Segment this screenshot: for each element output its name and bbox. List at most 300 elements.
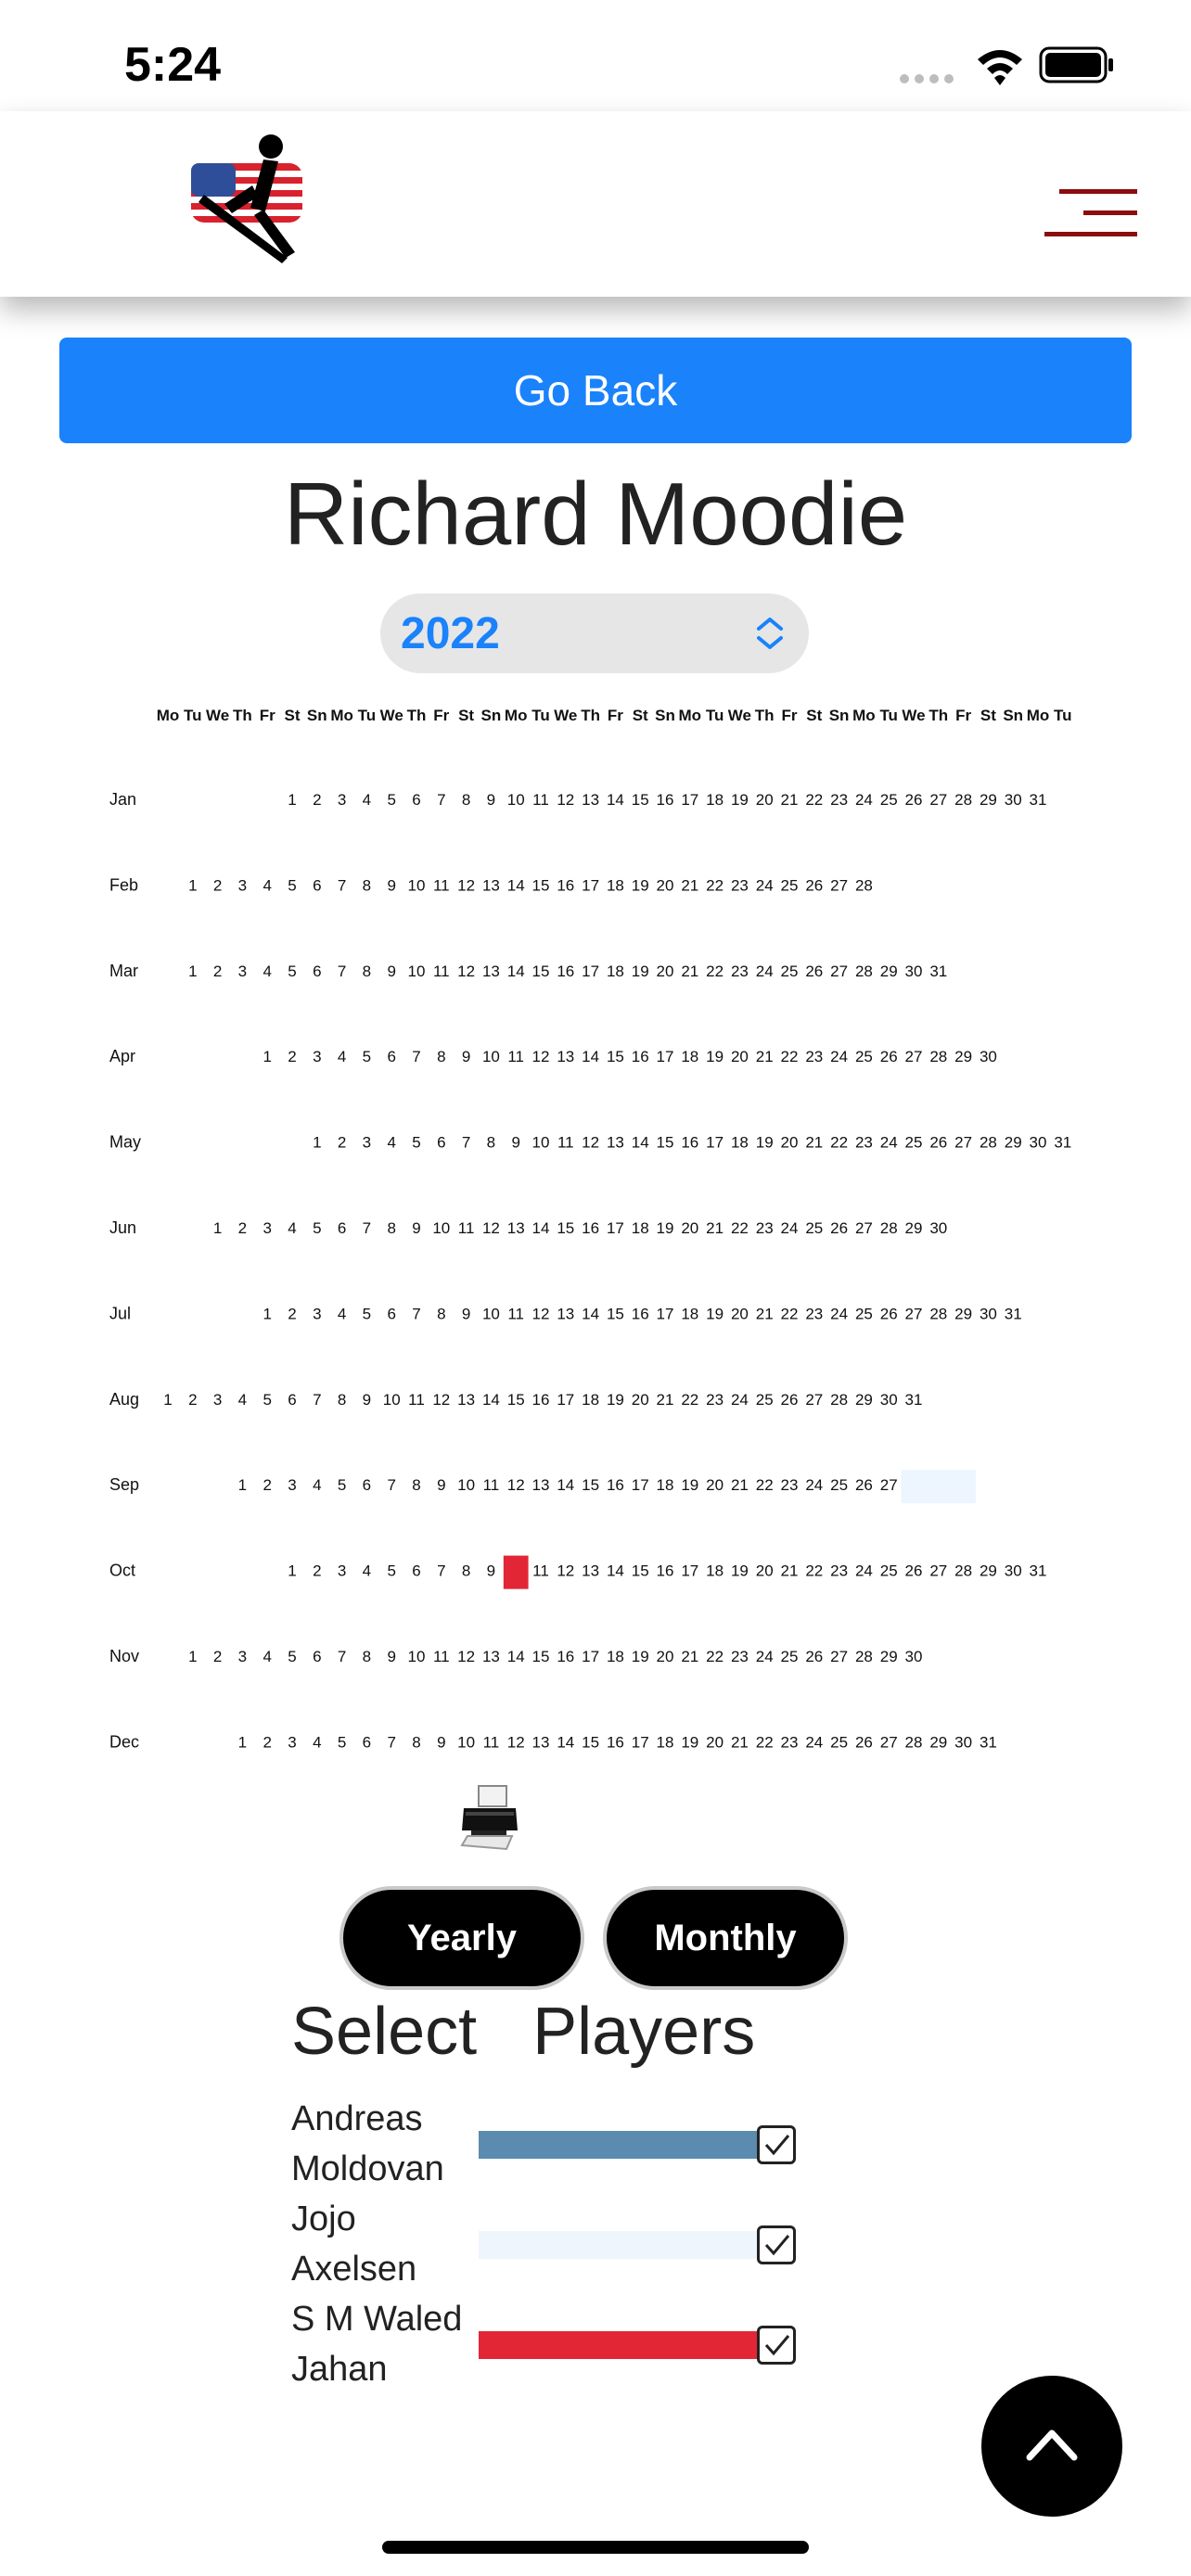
- calendar-day[interactable]: 20: [780, 1133, 799, 1152]
- calendar-day[interactable]: 28: [879, 1219, 898, 1237]
- calendar-day[interactable]: 17: [582, 876, 600, 895]
- calendar-day[interactable]: 1: [288, 791, 297, 809]
- calendar-day[interactable]: 29: [879, 962, 898, 980]
- calendar-day[interactable]: 15: [506, 1390, 525, 1409]
- calendar-day[interactable]: 13: [481, 962, 500, 980]
- calendar-day[interactable]: 11: [432, 1648, 450, 1665]
- calendar-day[interactable]: 12: [457, 1648, 476, 1665]
- calendar-day[interactable]: 9: [437, 1476, 446, 1495]
- calendar-day[interactable]: 15: [531, 876, 550, 895]
- calendar-day[interactable]: 12: [432, 1390, 451, 1409]
- calendar-day[interactable]: 25: [854, 1048, 873, 1066]
- calendar-day[interactable]: 26: [830, 1219, 849, 1237]
- calendar-day[interactable]: 31: [1004, 1305, 1022, 1323]
- calendar-day[interactable]: 22: [730, 1219, 749, 1237]
- calendar-day[interactable]: 28: [854, 1648, 873, 1665]
- calendar-day[interactable]: 1: [288, 1562, 297, 1580]
- calendar-day[interactable]: 25: [854, 1305, 873, 1323]
- calendar-day[interactable]: 7: [362, 1219, 372, 1237]
- calendar-day[interactable]: 7: [412, 1305, 421, 1323]
- calendar-day[interactable]: 4: [337, 1305, 347, 1323]
- calendar-day[interactable]: 18: [631, 1219, 649, 1237]
- calendar-day[interactable]: 22: [805, 1562, 824, 1580]
- rower-usa-flag-logo[interactable]: [186, 130, 315, 269]
- calendar-day[interactable]: 6: [362, 1733, 372, 1752]
- calendar-day[interactable]: 27: [854, 1219, 873, 1237]
- calendar-day[interactable]: 20: [755, 1562, 774, 1580]
- calendar-day[interactable]: 1: [188, 1648, 198, 1665]
- calendar-day[interactable]: 3: [362, 1133, 372, 1152]
- calendar-day[interactable]: 5: [387, 791, 396, 809]
- calendar-day[interactable]: 4: [313, 1733, 322, 1752]
- calendar-day[interactable]: 18: [706, 1562, 724, 1580]
- calendar-day[interactable]: 29: [929, 1733, 948, 1752]
- calendar-day[interactable]: 5: [288, 1648, 297, 1665]
- calendar-day[interactable]: 28: [929, 1305, 948, 1323]
- calendar-day[interactable]: 31: [904, 1390, 923, 1409]
- calendar-day[interactable]: 26: [805, 876, 824, 895]
- calendar-day[interactable]: 1: [263, 1048, 272, 1066]
- calendar-day[interactable]: 3: [288, 1476, 297, 1495]
- calendar-day[interactable]: 28: [954, 791, 973, 809]
- calendar-day[interactable]: 18: [606, 876, 624, 895]
- calendar-day[interactable]: 16: [606, 1733, 624, 1752]
- calendar-day[interactable]: 4: [387, 1133, 396, 1152]
- calendar-day[interactable]: 21: [805, 1133, 824, 1152]
- calendar-day[interactable]: 13: [582, 1562, 600, 1580]
- calendar-day[interactable]: 25: [805, 1219, 824, 1237]
- calendar-day[interactable]: 2: [263, 1476, 272, 1495]
- calendar-day[interactable]: 5: [362, 1048, 372, 1066]
- calendar-day[interactable]: 11: [507, 1305, 525, 1323]
- calendar-day[interactable]: 23: [780, 1733, 799, 1752]
- calendar-day[interactable]: 23: [730, 876, 749, 895]
- calendar-day[interactable]: 4: [362, 791, 372, 809]
- calendar-day[interactable]: 16: [656, 791, 674, 809]
- calendar-day[interactable]: 18: [606, 962, 624, 980]
- calendar-day[interactable]: 23: [706, 1390, 724, 1409]
- calendar-day[interactable]: 4: [263, 962, 272, 980]
- calendar-day[interactable]: 10: [432, 1219, 451, 1237]
- calendar-day[interactable]: 5: [362, 1305, 372, 1323]
- calendar-day[interactable]: 6: [412, 791, 421, 809]
- calendar-day[interactable]: 4: [237, 1390, 248, 1409]
- calendar-day[interactable]: 4: [288, 1219, 297, 1237]
- calendar-day[interactable]: 6: [387, 1305, 396, 1323]
- calendar-day[interactable]: 23: [854, 1133, 873, 1152]
- calendar-day[interactable]: 29: [979, 1562, 997, 1580]
- calendar-day[interactable]: 22: [706, 962, 724, 980]
- calendar-day[interactable]: 7: [437, 791, 446, 809]
- calendar-day[interactable]: 18: [656, 1733, 674, 1752]
- calendar-day[interactable]: 26: [904, 1562, 923, 1580]
- calendar-day[interactable]: 2: [188, 1390, 198, 1409]
- calendar-day[interactable]: 20: [706, 1733, 724, 1752]
- calendar-day[interactable]: 27: [830, 962, 849, 980]
- calendar-day[interactable]: 30: [1004, 1562, 1022, 1580]
- calendar-day[interactable]: 12: [481, 1219, 500, 1237]
- calendar-day[interactable]: 14: [606, 1562, 624, 1580]
- calendar-day[interactable]: 15: [631, 1562, 649, 1580]
- calendar-day[interactable]: 21: [656, 1390, 674, 1409]
- calendar-day[interactable]: 9: [511, 1133, 520, 1152]
- calendar-day[interactable]: 12: [506, 1733, 525, 1752]
- calendar-day[interactable]: 25: [879, 1562, 898, 1580]
- calendar-day[interactable]: 17: [656, 1305, 674, 1323]
- calendar-day[interactable]: 27: [954, 1133, 973, 1152]
- calendar-day[interactable]: 15: [582, 1476, 600, 1495]
- calendar-day[interactable]: 9: [387, 962, 396, 980]
- calendar-day[interactable]: 10: [407, 876, 426, 895]
- calendar-day[interactable]: 11: [482, 1733, 500, 1752]
- calendar-day[interactable]: 8: [412, 1476, 421, 1495]
- calendar-day[interactable]: 2: [237, 1219, 248, 1237]
- calendar-day[interactable]: 24: [755, 876, 774, 895]
- calendar-day[interactable]: 26: [805, 962, 824, 980]
- calendar-day[interactable]: 31: [979, 1733, 997, 1752]
- calendar-day[interactable]: 30: [979, 1305, 997, 1323]
- calendar-day[interactable]: 15: [631, 791, 649, 809]
- calendar-day[interactable]: 28: [904, 1733, 923, 1752]
- calendar-day[interactable]: 13: [457, 1390, 476, 1409]
- calendar-day[interactable]: 4: [263, 1648, 272, 1665]
- calendar-day[interactable]: 24: [854, 791, 873, 809]
- calendar-day[interactable]: 3: [313, 1305, 322, 1323]
- calendar-day[interactable]: 11: [532, 1562, 549, 1580]
- calendar-day[interactable]: 7: [337, 1648, 347, 1665]
- calendar-day[interactable]: 15: [531, 1648, 550, 1665]
- calendar-day[interactable]: 5: [412, 1133, 421, 1152]
- calendar-day[interactable]: 17: [656, 1048, 674, 1066]
- calendar-day[interactable]: 21: [755, 1305, 774, 1323]
- calendar-day[interactable]: 2: [288, 1305, 297, 1323]
- calendar-day[interactable]: 13: [481, 876, 500, 895]
- calendar-day[interactable]: 25: [780, 962, 799, 980]
- calendar-day[interactable]: 17: [582, 962, 600, 980]
- calendar-day[interactable]: 6: [313, 1648, 322, 1665]
- calendar-day[interactable]: 20: [755, 791, 774, 809]
- calendar-day[interactable]: 1: [313, 1133, 322, 1152]
- calendar-day[interactable]: 9: [387, 1648, 396, 1665]
- calendar-day[interactable]: 26: [854, 1733, 873, 1752]
- calendar-day[interactable]: 28: [979, 1133, 997, 1152]
- calendar-day[interactable]: 10: [457, 1733, 476, 1752]
- calendar-day[interactable]: 3: [263, 1219, 272, 1237]
- calendar-day[interactable]: 12: [582, 1133, 600, 1152]
- calendar-day[interactable]: 8: [362, 962, 372, 980]
- calendar-day[interactable]: 22: [780, 1305, 799, 1323]
- calendar-day[interactable]: 15: [531, 962, 550, 980]
- calendar-day[interactable]: 6: [337, 1219, 347, 1237]
- calendar-day[interactable]: 8: [412, 1733, 421, 1752]
- calendar-day[interactable]: 14: [582, 1048, 600, 1066]
- calendar-day[interactable]: 1: [212, 1219, 223, 1237]
- printer-icon[interactable]: [458, 1784, 521, 1851]
- calendar-day[interactable]: 29: [954, 1305, 973, 1323]
- calendar-day[interactable]: 13: [481, 1648, 500, 1665]
- calendar-day[interactable]: 16: [631, 1305, 649, 1323]
- calendar-day[interactable]: 17: [681, 791, 699, 809]
- calendar-day[interactable]: 31: [1029, 791, 1047, 809]
- calendar-day[interactable]: 23: [730, 962, 749, 980]
- calendar-day[interactable]: 24: [780, 1219, 799, 1237]
- calendar-day[interactable]: 11: [457, 1219, 475, 1237]
- calendar-day[interactable]: 5: [313, 1219, 322, 1237]
- calendar-day[interactable]: 20: [656, 962, 674, 980]
- calendar-day[interactable]: 26: [780, 1390, 799, 1409]
- hamburger-menu-icon[interactable]: [1041, 185, 1137, 241]
- calendar-day[interactable]: 31: [1054, 1133, 1072, 1152]
- calendar-day[interactable]: 12: [457, 876, 476, 895]
- calendar-day[interactable]: 20: [730, 1305, 749, 1323]
- calendar-day[interactable]: 5: [337, 1733, 347, 1752]
- calendar-day[interactable]: 10: [481, 1048, 500, 1066]
- calendar-day[interactable]: 21: [780, 1562, 799, 1580]
- calendar-day[interactable]: 22: [706, 1648, 724, 1665]
- calendar-day[interactable]: 29: [1004, 1133, 1022, 1152]
- calendar-day[interactable]: 27: [830, 1648, 849, 1665]
- calendar-day[interactable]: 26: [879, 1048, 898, 1066]
- calendar-day[interactable]: 14: [631, 1133, 649, 1152]
- calendar-day[interactable]: 25: [830, 1476, 849, 1495]
- calendar-day[interactable]: 13: [531, 1476, 550, 1495]
- calendar-day[interactable]: 5: [288, 962, 297, 980]
- calendar-day[interactable]: 8: [486, 1133, 496, 1152]
- calendar-day[interactable]: 8: [437, 1048, 446, 1066]
- calendar-day[interactable]: 14: [531, 1219, 550, 1237]
- calendar-day[interactable]: 19: [730, 1562, 749, 1580]
- calendar-day[interactable]: 2: [337, 1133, 347, 1152]
- calendar-day[interactable]: 9: [461, 1048, 471, 1066]
- calendar-day[interactable]: 24: [830, 1305, 849, 1323]
- calendar-day[interactable]: 1: [263, 1305, 272, 1323]
- calendar-day[interactable]: 6: [387, 1048, 396, 1066]
- calendar-day[interactable]: 15: [656, 1133, 674, 1152]
- calendar-day[interactable]: 24: [805, 1733, 824, 1752]
- calendar-day[interactable]: 22: [780, 1048, 799, 1066]
- calendar-day[interactable]: 9: [486, 791, 496, 809]
- calendar-day[interactable]: 17: [706, 1133, 724, 1152]
- calendar-day[interactable]: 22: [755, 1733, 774, 1752]
- calendar-day[interactable]: 2: [212, 876, 223, 895]
- calendar-day[interactable]: 13: [557, 1305, 575, 1323]
- calendar-day[interactable]: 22: [755, 1476, 774, 1495]
- player-checkbox[interactable]: [757, 2125, 796, 2164]
- calendar-day[interactable]: 8: [461, 1562, 471, 1580]
- calendar-day[interactable]: 27: [929, 1562, 948, 1580]
- yearly-view-button[interactable]: Yearly: [339, 1886, 584, 1990]
- calendar-day[interactable]: 14: [481, 1390, 500, 1409]
- calendar-day[interactable]: 22: [706, 876, 724, 895]
- calendar-day[interactable]: 21: [730, 1733, 749, 1752]
- calendar-day[interactable]: 7: [387, 1733, 396, 1752]
- calendar-day[interactable]: 21: [706, 1219, 724, 1237]
- calendar-day[interactable]: 7: [337, 876, 347, 895]
- calendar-day[interactable]: 7: [437, 1562, 446, 1580]
- calendar-day[interactable]: 18: [582, 1390, 600, 1409]
- calendar-day[interactable]: 11: [482, 1476, 500, 1495]
- calendar-day[interactable]: 9: [362, 1390, 372, 1409]
- calendar-day[interactable]: 13: [506, 1219, 525, 1237]
- calendar-day[interactable]: 14: [557, 1476, 575, 1495]
- calendar-day[interactable]: 3: [237, 1648, 248, 1665]
- calendar-day[interactable]: 27: [929, 791, 948, 809]
- calendar-day[interactable]: 30: [904, 962, 923, 980]
- calendar-day[interactable]: 26: [854, 1476, 873, 1495]
- calendar-day[interactable]: 19: [606, 1390, 624, 1409]
- calendar-day[interactable]: 14: [557, 1733, 575, 1752]
- calendar-day[interactable]: 24: [755, 1648, 774, 1665]
- calendar-day[interactable]: 21: [681, 962, 699, 980]
- calendar-day[interactable]: 24: [830, 1048, 849, 1066]
- calendar-day[interactable]: 20: [730, 1048, 749, 1066]
- calendar-day[interactable]: 10: [407, 1648, 426, 1665]
- calendar-day[interactable]: 13: [557, 1048, 575, 1066]
- calendar-day[interactable]: 30: [904, 1648, 923, 1665]
- calendar-day[interactable]: 12: [457, 962, 476, 980]
- calendar-day[interactable]: 3: [237, 876, 248, 895]
- calendar-day[interactable]: 15: [557, 1219, 575, 1237]
- calendar-day[interactable]: 6: [362, 1476, 372, 1495]
- calendar-day[interactable]: 9: [437, 1733, 446, 1752]
- calendar-day[interactable]: 11: [532, 791, 549, 809]
- calendar-day[interactable]: 10: [382, 1390, 401, 1409]
- calendar-day[interactable]: 3: [313, 1048, 322, 1066]
- calendar-day[interactable]: 1: [163, 1390, 173, 1409]
- calendar-day[interactable]: 15: [606, 1048, 624, 1066]
- calendar-day[interactable]: 26: [929, 1133, 948, 1152]
- calendar-day[interactable]: 7: [461, 1133, 471, 1152]
- calendar-day[interactable]: 26: [805, 1648, 824, 1665]
- calendar-day[interactable]: 18: [606, 1648, 624, 1665]
- calendar-day[interactable]: 16: [557, 962, 575, 980]
- calendar-day[interactable]: 8: [387, 1219, 396, 1237]
- calendar-day[interactable]: 27: [879, 1476, 898, 1495]
- player-checkbox[interactable]: [757, 2326, 796, 2365]
- calendar-day[interactable]: 8: [461, 791, 471, 809]
- calendar-day[interactable]: 25: [830, 1733, 849, 1752]
- calendar-day[interactable]: 1: [188, 876, 198, 895]
- monthly-view-button[interactable]: Monthly: [603, 1886, 848, 1990]
- calendar-day[interactable]: 17: [631, 1476, 649, 1495]
- calendar-day[interactable]: 2: [313, 1562, 322, 1580]
- calendar-day[interactable]: 7: [387, 1476, 396, 1495]
- calendar-day[interactable]: 10: [506, 791, 525, 809]
- calendar-day[interactable]: 6: [313, 876, 322, 895]
- calendar-day[interactable]: 1: [237, 1476, 248, 1495]
- year-select[interactable]: [380, 593, 809, 673]
- calendar-day[interactable]: 11: [432, 962, 450, 980]
- calendar-day[interactable]: 11: [557, 1133, 574, 1152]
- calendar-day[interactable]: 2: [313, 791, 322, 809]
- calendar-day[interactable]: 20: [681, 1219, 699, 1237]
- calendar-day[interactable]: 31: [1029, 1562, 1047, 1580]
- calendar-day[interactable]: 12: [531, 1305, 550, 1323]
- calendar-day[interactable]: 24: [730, 1390, 749, 1409]
- calendar-day[interactable]: 10: [457, 1476, 476, 1495]
- calendar-day[interactable]: 25: [780, 1648, 799, 1665]
- calendar-day[interactable]: 27: [904, 1048, 923, 1066]
- calendar-day[interactable]: 29: [904, 1219, 923, 1237]
- calendar-day[interactable]: 6: [288, 1390, 297, 1409]
- calendar-day[interactable]: 19: [755, 1133, 774, 1152]
- calendar-day[interactable]: 11: [408, 1390, 425, 1409]
- calendar-day[interactable]: 28: [954, 1562, 973, 1580]
- calendar-day[interactable]: 4: [263, 876, 272, 895]
- calendar-day[interactable]: 31: [929, 962, 948, 980]
- calendar-day[interactable]: 6: [412, 1562, 421, 1580]
- calendar-day[interactable]: 4: [313, 1476, 322, 1495]
- calendar-day[interactable]: 10: [407, 962, 426, 980]
- calendar-day[interactable]: 14: [506, 962, 525, 980]
- calendar-day[interactable]: 28: [854, 962, 873, 980]
- calendar-day[interactable]: 23: [830, 1562, 849, 1580]
- calendar-day[interactable]: 17: [557, 1390, 575, 1409]
- calendar-day[interactable]: 24: [879, 1133, 898, 1152]
- calendar-day[interactable]: 23: [755, 1219, 774, 1237]
- calendar-day[interactable]: 14: [506, 876, 525, 895]
- calendar-day[interactable]: 12: [506, 1476, 525, 1495]
- calendar-day[interactable]: 17: [681, 1562, 699, 1580]
- calendar-day[interactable]: 16: [582, 1219, 600, 1237]
- calendar-day[interactable]: 6: [437, 1133, 446, 1152]
- calendar-day[interactable]: 8: [437, 1305, 446, 1323]
- calendar-day[interactable]: 18: [681, 1305, 699, 1323]
- calendar-day[interactable]: 13: [582, 791, 600, 809]
- calendar-day[interactable]: 9: [486, 1562, 496, 1580]
- calendar-day[interactable]: 25: [755, 1390, 774, 1409]
- calendar-day[interactable]: 14: [606, 791, 624, 809]
- calendar-day[interactable]: 11: [507, 1048, 525, 1066]
- calendar-day[interactable]: 8: [362, 1648, 372, 1665]
- calendar-day[interactable]: 14: [506, 1648, 525, 1665]
- calendar-day[interactable]: 30: [1004, 791, 1022, 809]
- calendar-day[interactable]: 2: [263, 1733, 272, 1752]
- calendar-day[interactable]: 21: [730, 1476, 749, 1495]
- calendar-day[interactable]: 10: [531, 1133, 550, 1152]
- calendar-day[interactable]: 5: [337, 1476, 347, 1495]
- calendar-day[interactable]: 3: [237, 962, 248, 980]
- calendar-day[interactable]: 21: [681, 1648, 699, 1665]
- calendar-day[interactable]: 25: [879, 791, 898, 809]
- calendar-day[interactable]: 17: [582, 1648, 600, 1665]
- calendar-day[interactable]: 27: [879, 1733, 898, 1752]
- calendar-day[interactable]: 27: [904, 1305, 923, 1323]
- calendar-day[interactable]: 30: [1029, 1133, 1047, 1152]
- calendar-day[interactable]: 12: [557, 1562, 575, 1580]
- calendar-day[interactable]: 11: [432, 876, 450, 895]
- calendar-day[interactable]: 20: [631, 1390, 649, 1409]
- calendar-day[interactable]: 29: [979, 791, 997, 809]
- calendar-day[interactable]: 16: [681, 1133, 699, 1152]
- calendar-day[interactable]: 19: [631, 962, 649, 980]
- calendar-day[interactable]: 18: [730, 1133, 749, 1152]
- calendar-day[interactable]: 5: [387, 1562, 396, 1580]
- calendar-day[interactable]: 30: [879, 1390, 898, 1409]
- calendar-day[interactable]: 23: [805, 1305, 824, 1323]
- calendar-day[interactable]: 8: [337, 1390, 347, 1409]
- calendar-day[interactable]: 14: [582, 1305, 600, 1323]
- calendar-day[interactable]: 13: [606, 1133, 624, 1152]
- calendar-day[interactable]: 30: [929, 1219, 948, 1237]
- calendar-day[interactable]: 27: [805, 1390, 824, 1409]
- calendar-day[interactable]: 19: [730, 791, 749, 809]
- calendar-day[interactable]: 20: [656, 1648, 674, 1665]
- calendar-day[interactable]: 4: [362, 1562, 372, 1580]
- calendar-day[interactable]: 22: [681, 1390, 699, 1409]
- calendar-day[interactable]: 1: [188, 962, 198, 980]
- go-back-button[interactable]: Go Back: [59, 338, 1132, 443]
